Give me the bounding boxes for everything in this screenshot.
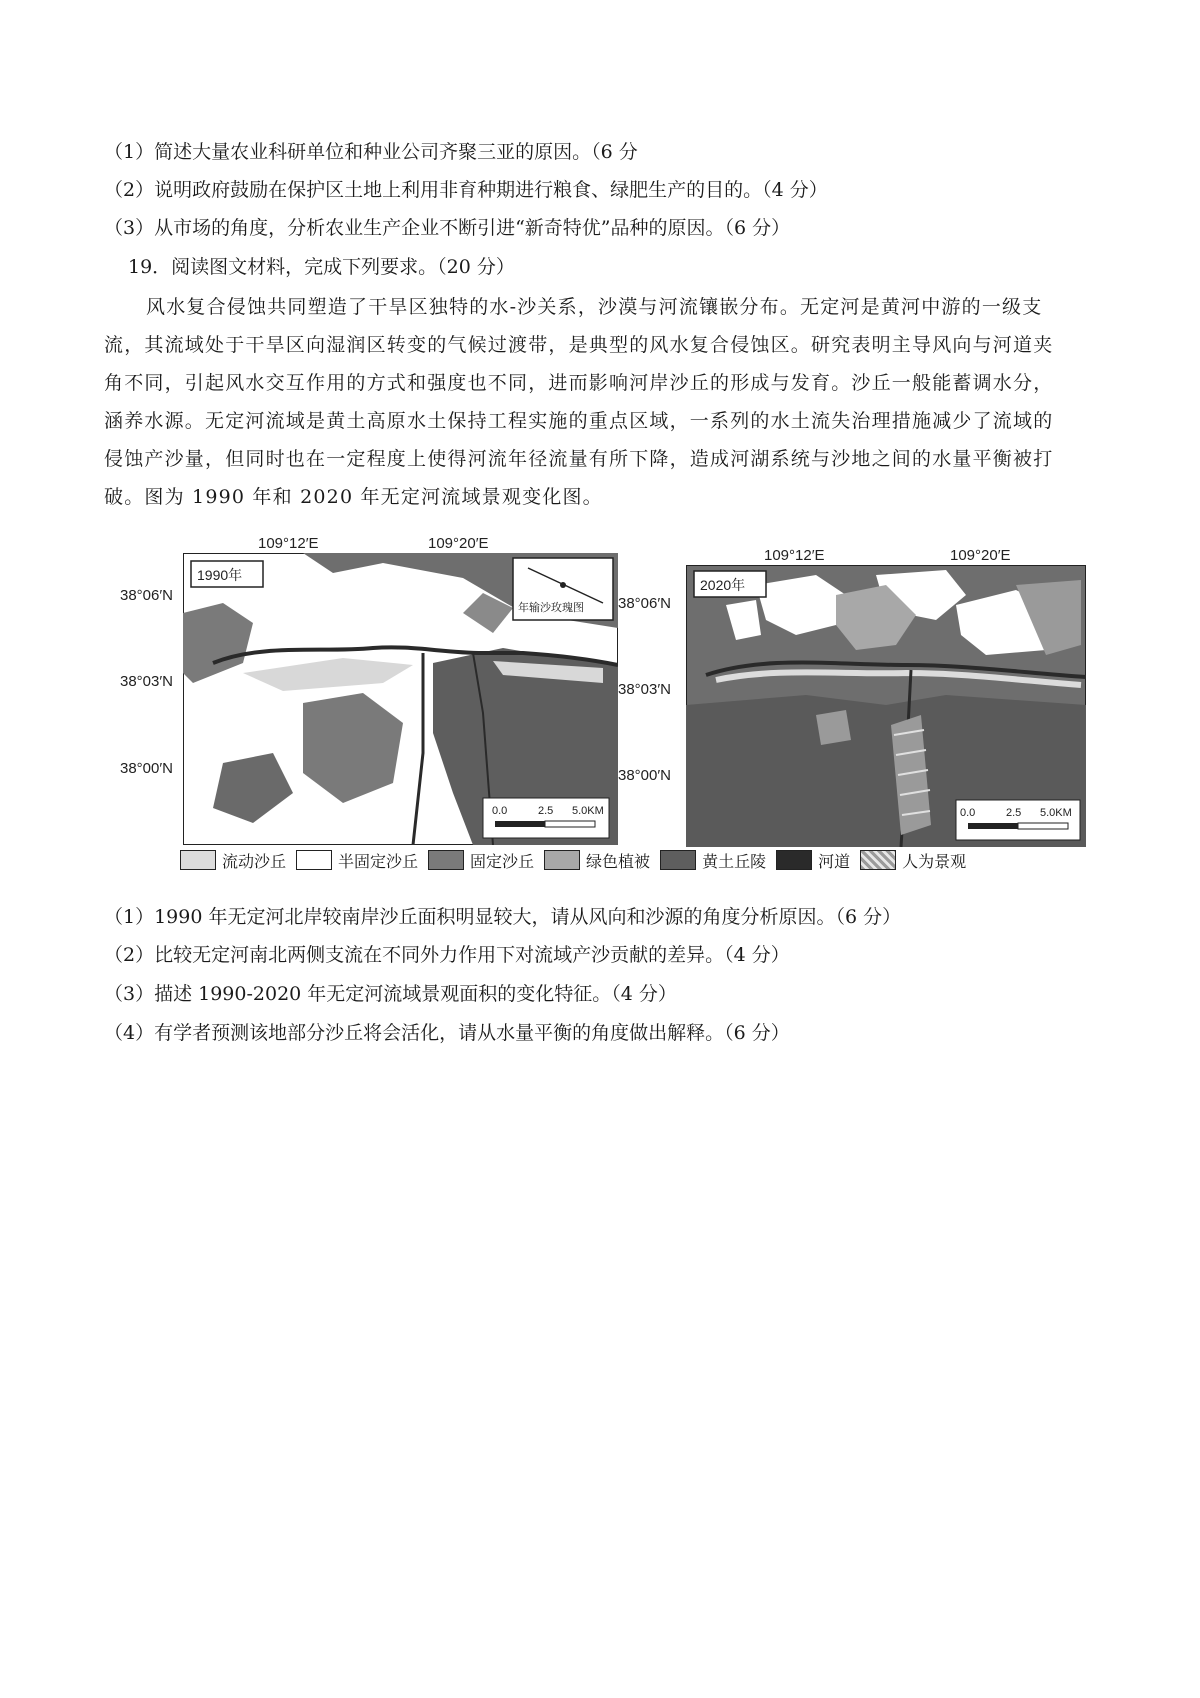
paragraph-line: 风水复合侵蚀共同塑造了干旱区独特的水-沙关系，沙漠与河流镶嵌分布。无定河是黄河中游的一级支 xyxy=(146,296,1043,318)
right-scale-1: 2.5 xyxy=(1006,807,1022,819)
right-lat-3: 38°00′N xyxy=(618,767,672,784)
legend-item-fixed-dune xyxy=(428,849,534,872)
sub-question-1: （1）1990 年无定河北岸较南岸沙丘面积明显较大，请从风向和沙源的角度分析原因。（6 分） xyxy=(104,906,902,928)
right-lon-1: 109°12′E xyxy=(764,547,825,564)
sub-question-4: （4）有学者预测该地部分沙丘将会活化，请从水量平衡的角度做出解释。（6 分） xyxy=(104,1022,790,1044)
legend-swatch xyxy=(660,850,696,870)
sub-question-2: （2）比较无定河南北两侧支流在不同外力作用下对流域产沙贡献的差异。（4 分） xyxy=(104,944,790,966)
legend-swatch xyxy=(860,850,896,870)
left-scale-2: 5.0KM xyxy=(572,805,604,817)
legend-label: 人为景观 xyxy=(902,851,967,871)
left-lat-3: 38°00′N xyxy=(120,760,174,777)
right-scale-2: 5.0KM xyxy=(1040,807,1072,819)
legend-label: 流动沙丘 xyxy=(222,851,287,871)
paragraph-line: 角不同，引起风水交互作用的方式和强度也不同，进而影响河岸沙丘的形成与发育。沙丘一般能蓄调水分， xyxy=(104,372,1054,394)
paragraph-line: 流，其流域处于干旱区向湿润区转变的气候过渡带，是典型的风水复合侵蚀区。研究表明主导风向与河道夹 xyxy=(104,334,1054,356)
legend-label: 黄土丘陵 xyxy=(702,851,767,871)
legend-label: 固定沙丘 xyxy=(470,851,535,871)
legend-item-mobile-dune xyxy=(180,849,286,872)
legend-swatch xyxy=(776,850,812,870)
legend-label: 河道 xyxy=(818,851,851,871)
legend-item-vegetation xyxy=(544,849,650,872)
left-scale-0: 0.0 xyxy=(492,805,508,817)
right-lat-1: 38°06′N xyxy=(618,595,672,612)
paragraph-line: 涵养水源。无定河流域是黄土高原水土保持工程实施的重点区域，一系列的水土流失治理措施减少了流域的 xyxy=(104,410,1054,432)
left-year-label: 1990年 xyxy=(197,567,243,583)
prev-question-1: （1）简述大量农业科研单位和种业公司齐聚三亚的原因。（6 分 xyxy=(104,141,638,163)
right-scale-0: 0.0 xyxy=(960,807,976,819)
question-19-title: 19．阅读图文材料，完成下列要求。（20 分） xyxy=(128,256,515,278)
map-2020 xyxy=(686,565,1086,847)
right-year-label: 2020年 xyxy=(700,577,746,593)
prev-question-3: （3）从市场的角度，分析农业生产企业不断引进“新奇特优”品种的原因。（6 分） xyxy=(104,217,791,239)
map-legend xyxy=(180,846,966,874)
prev-question-2: （2）说明政府鼓励在保护区土地上利用非育种期进行粮食、绿肥生产的目的。（4 分） xyxy=(104,179,828,201)
legend-swatch xyxy=(296,850,332,870)
legend-label: 半固定沙丘 xyxy=(338,851,419,871)
sub-question-3: （3）描述 1990-2020 年无定河流域景观面积的变化特征。（4 分） xyxy=(104,983,677,1005)
left-lon-2: 109°20′E xyxy=(428,535,489,552)
legend-item-semi-fixed-dune xyxy=(296,849,418,872)
legend-swatch xyxy=(180,850,216,870)
landscape-change-maps xyxy=(108,535,1108,875)
left-lon-1: 109°12′E xyxy=(258,535,319,552)
legend-item-loess-hills xyxy=(660,849,766,872)
legend-swatch xyxy=(428,850,464,870)
left-lat-2: 38°03′N xyxy=(120,673,174,690)
sand-rose-inset-label: 年输沙玫瑰图 xyxy=(518,602,584,614)
paragraph-line: 破。图为 1990 年和 2020 年无定河流域景观变化图。 xyxy=(104,486,603,508)
legend-label: 绿色植被 xyxy=(586,851,651,871)
left-scale-1: 2.5 xyxy=(538,805,554,817)
map-1990 xyxy=(183,553,618,845)
right-lat-2: 38°03′N xyxy=(618,681,672,698)
right-lon-2: 109°20′E xyxy=(950,547,1011,564)
left-lat-1: 38°06′N xyxy=(120,587,174,604)
legend-item-river xyxy=(776,849,850,872)
paragraph-line: 侵蚀产沙量，但同时也在一定程度上使得河流年径流量有所下降，造成河湖系统与沙地之间的水量平衡被打 xyxy=(104,448,1054,470)
legend-item-human-landscape xyxy=(860,849,966,872)
legend-swatch xyxy=(544,850,580,870)
